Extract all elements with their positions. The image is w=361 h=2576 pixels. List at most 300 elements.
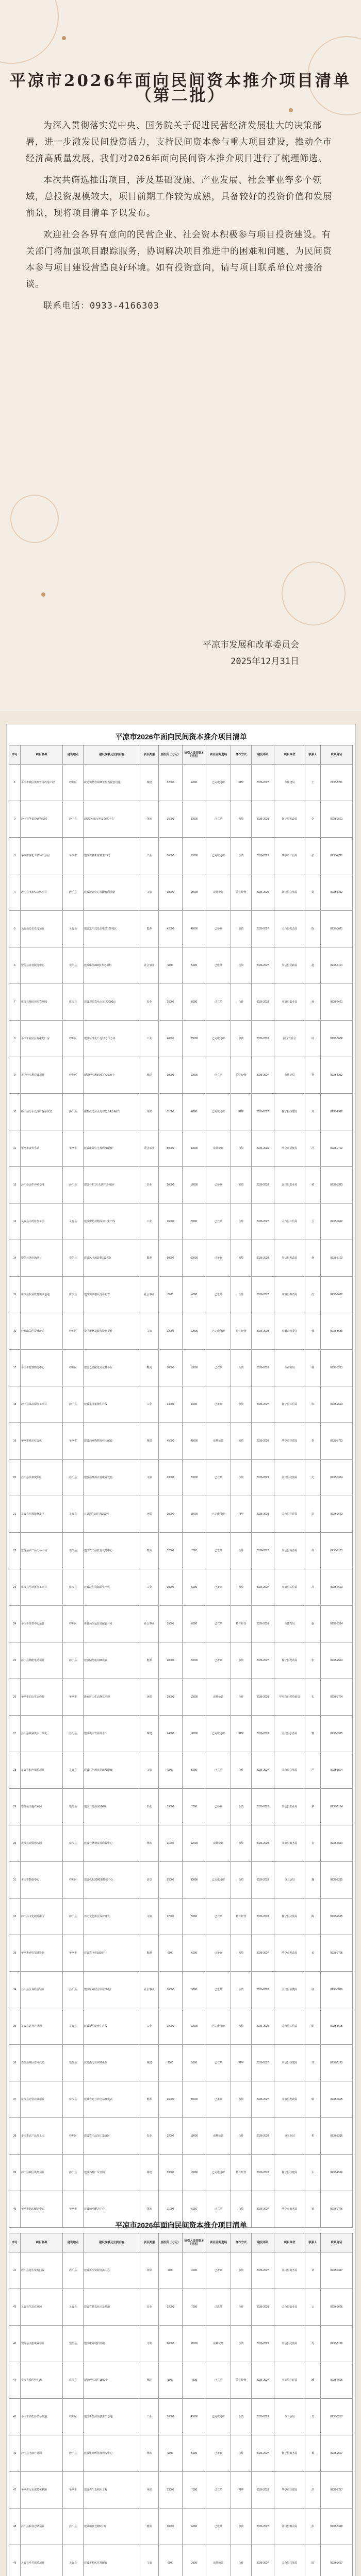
table-cell: 华	[305, 1789, 321, 1825]
table-cell: 50000	[183, 838, 206, 874]
table-cell: 已备案	[206, 2081, 231, 2118]
decorative-dot	[289, 108, 293, 112]
table-cell: 静宁县	[63, 1642, 84, 1679]
table-cell: 泾川县再生资源回收	[21, 2252, 63, 2289]
table-cell: 20000	[183, 1642, 206, 1679]
table-cell: 36	[9, 2045, 21, 2081]
table-cell: 建设新能源装备生产基地	[84, 2399, 140, 2435]
table-cell: 日处理生活垃圾300吨	[84, 1496, 140, 1533]
table-header-cell: 建设规模及主要内容	[84, 745, 140, 765]
table-cell: 2026-2027	[252, 765, 274, 801]
table-cell: 12000	[159, 1533, 183, 1569]
table-cell: 已立项	[206, 2362, 231, 2399]
table-cell: 合资	[231, 1460, 252, 1496]
table-cell: 市工信局	[274, 2399, 305, 2435]
table-cell: 独资	[231, 1167, 252, 1204]
decorative-dot	[41, 592, 45, 597]
table-cell: 合作	[231, 2289, 252, 2326]
table-cell: 6000	[183, 2191, 206, 2228]
table-cell: 2026-2027	[252, 2081, 274, 2118]
table-cell: 45000	[159, 1423, 183, 1460]
table-cell: 环保	[140, 1679, 159, 1716]
table-cell: 历史文化街区保护开发	[84, 1899, 140, 1935]
table-cell: 工业	[140, 1569, 159, 1606]
table-cell: 已选址	[206, 1277, 231, 1313]
table-cell: 18000	[159, 1057, 183, 1094]
table-cell: 灵台县工信局	[274, 2008, 305, 2045]
table-cell: 0933-6624	[321, 1825, 353, 1862]
table-cell: PPP	[231, 765, 252, 801]
table-cell: 3	[9, 838, 21, 874]
table-cell: 独资	[231, 1569, 252, 1606]
table-cell: 37	[9, 2081, 21, 2118]
table-cell: 0933-3624	[321, 1752, 353, 1789]
table-row	[9, 2472, 353, 2509]
table-row	[9, 1825, 353, 1862]
table-cell: 建设充电桩1000个	[84, 1935, 140, 1972]
table-row	[9, 2326, 353, 2362]
table-cell: 农业	[140, 2289, 159, 2326]
table-cell: 姜	[305, 1935, 321, 1972]
table-cell: 2026-2028	[252, 2472, 274, 2509]
table-cell: 2026-2028	[252, 1496, 274, 1533]
table-cell: 柏	[305, 2118, 321, 2155]
table-cell: 邹	[305, 2045, 321, 2081]
table-cell: 0933-6122	[321, 1240, 353, 1277]
table-cell: 灵台县乡村旅游项目	[21, 2545, 63, 2576]
table-cell: 已备案	[206, 911, 231, 947]
table-cell: 特许经营	[231, 1899, 252, 1935]
table-cell: 0933-8211	[321, 765, 353, 801]
table-cell: 静宁县工信局	[274, 1386, 305, 1423]
table-cell: 文旅	[140, 2326, 159, 2362]
table-cell: 合资	[231, 2191, 252, 2228]
table-cell: 已完成可研	[206, 2399, 231, 2435]
table-cell: 吴	[305, 1057, 321, 1094]
table-cell: 华亭市	[63, 1935, 84, 1972]
table-cell: 新建停车场8处泊位3000个	[84, 1057, 140, 1094]
table-cell: 6000	[183, 1569, 206, 1606]
table-cell: 庄浪县教育局	[274, 1277, 305, 1313]
table-cell: 42000	[183, 911, 206, 947]
table-cell: 30000	[183, 1862, 206, 1899]
table-cell: 工业	[140, 2008, 159, 2045]
table-cell: 已选址	[206, 2509, 231, 2545]
table-header-cell: 建设规模及主要内容	[84, 2233, 140, 2252]
table-cell: 庄浪县	[63, 984, 84, 1021]
table-cell: 崇信县城区管网改造	[21, 2045, 63, 2081]
table-cell: 已立项	[206, 1057, 231, 1094]
table-cell: 华亭市康养小镇	[21, 1130, 63, 1167]
table-cell: 0933-3318	[321, 2509, 353, 2545]
table-cell: 华亭市自然资源局	[274, 1679, 305, 1716]
table-cell: 已立项	[206, 2191, 231, 2228]
table-cell: 静宁县	[63, 801, 84, 838]
table-cell: 文旅	[140, 1460, 159, 1496]
table-cell: 静宁县	[63, 1386, 84, 1423]
table-cell: 城建	[140, 1716, 159, 1752]
notice-paragraph: 本次共筛选推出项目，涉及基础设施、产业发展、社会事业等多个领域，总投资规模较大，项目前期工作较为成熟，具备较好的投资价值和发展前景，现将项目清单予以发布。	[26, 175, 332, 218]
table-cell: 华亭市充电基础设施	[21, 1935, 63, 1972]
table-cell: 7000	[183, 2289, 206, 2326]
table-cell: 10	[9, 1094, 21, 1130]
table-header-cell: 项目类型	[140, 745, 159, 765]
table-cell: 静宁县文旅局	[274, 1899, 305, 1935]
table-cell: 35000	[159, 801, 183, 838]
table-cell: 25000	[183, 1021, 206, 1057]
table-cell: 0933-2526	[321, 2155, 353, 2191]
table-header-cell: 建设年限	[252, 2233, 274, 2252]
table-cell: 已立项	[206, 801, 231, 838]
table-cell: 2026-2029	[252, 2118, 274, 2155]
table-cell: 5000	[183, 947, 206, 984]
table-cell: 前期论证	[206, 2545, 231, 2576]
table-cell: 崇信县风电场项目	[21, 1240, 63, 1277]
table-cell: 8000	[159, 1277, 183, 1313]
table-cell: 独资	[231, 1642, 252, 1679]
table-cell: 建设农产品加工集聚区	[84, 2118, 140, 2155]
table-cell: 前期论证	[206, 1825, 231, 1862]
table-cell: 新建停车泊位1500个	[84, 2362, 140, 2399]
table-cell: 华亭市住建局	[274, 1423, 305, 1460]
table-cell: 0933-6625	[321, 2081, 353, 2118]
table-row	[9, 1789, 353, 1825]
table-cell: 崇信县	[63, 947, 84, 984]
table-cell: 11000	[183, 2326, 206, 2362]
table-cell: 19	[9, 1423, 21, 1460]
table-cell: 城建	[140, 1057, 159, 1094]
table-cell: 庄浪县农业局	[274, 984, 305, 1021]
table-cell: 已完成可研	[206, 1496, 231, 1533]
table-cell: 前期论证	[206, 1130, 231, 1167]
table-cell: 泾川县	[63, 1716, 84, 1752]
table-cell: 崇信县养老服务中心	[21, 947, 63, 984]
table-cell: 0933-8212	[321, 1057, 353, 1094]
table-cell: 6000	[159, 1935, 183, 1972]
table-cell: 特许经营	[231, 1606, 252, 1642]
table-cell: 灵台县文旅局	[274, 2545, 305, 2576]
table-cell: 29	[9, 1789, 21, 1825]
table-cell: 30000	[183, 1130, 206, 1167]
table-cell: 6	[9, 947, 21, 984]
notice-paragraph: 为深入贯彻落实党中央、国务院关于促进民营经济发展壮大的决策部署，进一步激发民间投资活力，支持民间资本参与重大项目建设，推动全市经济高质量发展，我们对2026年面向民间资本推介项目进行了梳理筛选。	[26, 121, 332, 164]
table-cell: 2026-2028	[252, 874, 274, 911]
table-row	[9, 1240, 353, 1277]
table-cell: 2026-2027	[252, 1533, 274, 1569]
table-cell: 泾川县商务局	[274, 2252, 305, 2289]
table-cell: 环保	[140, 1094, 159, 1130]
decorative-circle	[10, 495, 59, 543]
table-cell: 建设粮食仓储5万吨	[84, 2509, 140, 2545]
table-cell: 合作	[231, 984, 252, 1021]
table-cell: 平凉市体育中心运营	[21, 1606, 63, 1642]
table-cell: 2026-2028	[252, 2008, 274, 2045]
table-header-cell: 建设地点	[63, 745, 84, 765]
table-cell: 物流	[140, 2509, 159, 2545]
table-cell: 2026-2027	[252, 911, 274, 947]
table-cell: 静宁县储能电站项目	[21, 1642, 63, 1679]
table-cell: 合资	[231, 1350, 252, 1386]
table-cell: 泾川县文旅综合体项目	[21, 874, 63, 911]
table-cell: 独资	[231, 801, 252, 838]
table-cell: 已完成可研	[206, 765, 231, 801]
table-cell: 0933-8217	[321, 2399, 353, 2435]
project-list-sheet	[6, 724, 356, 2576]
table-cell: 50000	[159, 1130, 183, 1167]
table-cell: 已备案	[206, 1642, 231, 1679]
table-row	[9, 2081, 353, 2118]
table-cell: 9000	[183, 1899, 206, 1935]
table-cell: 6000	[183, 2509, 206, 2545]
table-header-cell: 项目名称	[21, 745, 63, 765]
table-cell: 建设机柜3000架数据中心	[84, 1862, 140, 1899]
table-cell: 能源	[140, 2081, 159, 2118]
table-cell: 特许经营	[231, 2155, 252, 2191]
table-cell: 3500	[183, 2545, 206, 2576]
table-cell: 14000	[159, 1386, 183, 1423]
notice-contact: 联系电话：0933-4166303	[43, 301, 159, 311]
table-cell: 陈	[305, 911, 321, 947]
table-cell: 建设农光互补电站50兆瓦	[84, 2081, 140, 2118]
table-cell: 建设标准化厂房10万平方米	[84, 1021, 140, 1057]
table-cell: 15000	[159, 1606, 183, 1642]
table-row	[9, 1642, 353, 1679]
table-header-cell: 建设年限	[252, 745, 274, 765]
table-cell: 已立项	[206, 2045, 231, 2081]
table-cell: 范	[305, 2472, 321, 2509]
table-cell: 崆峒区	[63, 1313, 84, 1350]
table-cell: 0933-3312	[321, 874, 353, 911]
table-cell: 文旅	[140, 1899, 159, 1935]
table-cell: 已选址	[206, 2289, 231, 2326]
table-cell: 华亭市物流配送中心	[21, 2191, 63, 2228]
table-cell: 施	[305, 1606, 321, 1642]
table-cell: 文旅	[140, 1313, 159, 1350]
table-cell: 20000	[183, 1460, 206, 1496]
table-cell: 9000	[159, 1752, 183, 1789]
table-cell: 窦	[305, 2191, 321, 2228]
table-cell: 能源	[140, 1935, 159, 1972]
table-cell: 灵台县住建局	[274, 1496, 305, 1533]
table-cell: 灵台县生态农业园	[21, 2289, 63, 2326]
table-cell: 特许经营	[231, 1057, 252, 1094]
table-row	[9, 838, 353, 874]
table-cell: 庄浪县发改局	[274, 2081, 305, 2118]
table-cell: 12000	[159, 765, 183, 801]
table-row	[9, 801, 353, 838]
table-cell: 崇信县文旅局	[274, 2326, 305, 2362]
table-cell: 已立项	[206, 2472, 231, 2509]
table-cell: 0933-6626	[321, 2362, 353, 2399]
table-cell: 7000	[183, 1789, 206, 1825]
table-header-cell: 拟引入民间资本（万元）	[183, 2233, 206, 2252]
table-cell: 庄浪县职业教育实训基地	[21, 1277, 63, 1313]
table-cell: 静宁县电商产业园	[21, 2435, 63, 2472]
table-cell: 10000	[183, 1679, 206, 1716]
table-cell: 庄浪县	[63, 1277, 84, 1313]
table-cell: 47	[9, 2472, 21, 2509]
table-cell: 改造雨污管网20公里	[84, 2045, 140, 2081]
table-cell: 华亭市工信局	[274, 838, 305, 874]
table-cell: 崆峒区	[63, 2118, 84, 2155]
table-cell: 泾川县	[63, 1972, 84, 2008]
table-cell: 18000	[183, 1350, 206, 1386]
table-cell: 静宁县污水处理厂提标改造	[21, 1094, 63, 1130]
table-cell: 市工信局	[274, 1862, 305, 1899]
table-cell: 4000	[183, 1277, 206, 1313]
table-cell: PPP	[231, 1716, 252, 1752]
table-cell: 城建	[140, 765, 159, 801]
table-cell: 前期论证	[206, 2118, 231, 2155]
table-cell: 孙	[305, 984, 321, 1021]
table-cell: 农业	[140, 984, 159, 1021]
table-cell: 30	[9, 1825, 21, 1862]
table-cell: 9500	[159, 2045, 183, 2081]
table-cell: 建设康养住宅及医疗配套	[84, 1130, 140, 1167]
table-cell: 云	[305, 2289, 321, 2326]
table-cell: 0933-3621	[321, 911, 353, 947]
table-cell: 18	[9, 1386, 21, 1423]
table-cell: 11000	[159, 1094, 183, 1130]
table-cell: 景区道路及服务设施提升	[84, 1313, 140, 1350]
table-cell: 0933-3626	[321, 2289, 353, 2326]
table-cell: 前期论证	[206, 2326, 231, 2362]
table-cell: 庄浪县城区停车场	[21, 2362, 63, 2399]
notice-title: 平凉市2026年面向民间资本推介项目清单	[9, 71, 352, 90]
table-cell: 庄浪县工信局	[274, 1569, 305, 1606]
table-cell: 2026-2028	[252, 2155, 274, 2191]
table-cell: 平凉市城区供热管网改造工程	[21, 765, 63, 801]
table-cell: 2026-2029	[252, 1862, 274, 1899]
table-cell: 泾川县粮食仓储项目	[21, 2509, 63, 2545]
table-cell: 崇信县商务局	[274, 1533, 305, 1569]
table-cell: 建设电商孵化及物流中心	[84, 2435, 140, 2472]
table-header-cell: 项目单位	[274, 745, 305, 765]
table-cell: 38	[9, 2118, 21, 2155]
table-cell: 庄浪县商贸物流园	[21, 1825, 63, 1862]
table-cell: 许	[305, 1496, 321, 1533]
table-cell: 15000	[183, 1496, 206, 1533]
table-cell: 市农业局	[274, 2118, 305, 2155]
table-cell: 6000	[183, 1935, 206, 1972]
table-header-cell: 联系电话	[321, 2233, 353, 2252]
table-cell: 建设储能电站50兆瓦	[84, 1642, 140, 1679]
table-cell: 静宁县发改局	[274, 1642, 305, 1679]
table-cell: 城建	[140, 2045, 159, 2081]
table-cell: 社会事业	[140, 1972, 159, 2008]
table-cell: 庄浪县梯田观光农业园	[21, 984, 63, 1021]
table-cell: 泾川县	[63, 1460, 84, 1496]
table-header-row	[9, 2233, 353, 2252]
table-cell: 崇信县住建局	[274, 2045, 305, 2081]
table-cell: 文旅	[140, 874, 159, 911]
table-row	[9, 1021, 353, 1057]
table-cell: 崇信县	[63, 2045, 84, 2081]
table-cell: 0933-7726	[321, 2191, 353, 2228]
table-cell: 平凉市新能源装备制造	[21, 2399, 63, 2435]
table-cell: 16000	[159, 1972, 183, 2008]
table-cell: 2026-2027	[252, 1752, 274, 1789]
table-cell: 建设新型建材生产线	[84, 2008, 140, 2045]
table-cell: 2026-2028	[252, 1313, 274, 1350]
table-cell: 0933-7725	[321, 1935, 353, 1972]
table-cell: 卫	[305, 1204, 321, 1240]
table-cell: 奚	[305, 2435, 321, 2472]
table-cell: 褚	[305, 1167, 321, 1204]
table-cell: 城建	[140, 2362, 159, 2399]
table-cell: 环保	[140, 2472, 159, 2509]
table-cell: 建设城乡配送中心	[84, 2191, 140, 2228]
table-cell: 合资	[231, 1972, 252, 2008]
table-cell: 华亭市	[63, 2191, 84, 2228]
table-cell: 泾川县文旅局	[274, 1460, 305, 1496]
table-cell: 10000	[183, 2155, 206, 2191]
table-cell: 灵台县	[63, 2008, 84, 2045]
table-cell: 已备案	[206, 1167, 231, 1204]
table-cell: 8000	[183, 1386, 206, 1423]
sheet-title: 平凉市2026年面向民间资本推介项目清单	[115, 733, 247, 741]
table-row	[9, 1094, 353, 1130]
table-cell: 13	[9, 1204, 21, 1240]
table-header-cell: 合作方式	[231, 745, 252, 765]
table-cell: 2026-2028	[252, 1167, 274, 1204]
table-row	[9, 2008, 353, 2045]
table-cell: 10000	[159, 2509, 183, 2545]
table-cell: 28	[9, 1752, 21, 1789]
table-row	[9, 911, 353, 947]
table-cell: 废弃矿山生态修复治理	[84, 1679, 140, 1716]
table-row	[9, 947, 353, 984]
table-cell: 32000	[159, 2118, 183, 2155]
table-cell: 8	[9, 1021, 21, 1057]
table-cell: 10000	[183, 1057, 206, 1094]
table-cell: 44	[9, 2362, 21, 2399]
table-cell: 60000	[159, 1240, 183, 1277]
table-cell: 庄浪县商务局	[274, 1825, 305, 1862]
table-cell: 2026-2028	[252, 1899, 274, 1935]
table-cell: 0933-6126	[321, 2326, 353, 2362]
table-cell: 谢	[305, 2008, 321, 2045]
table-cell: 崆峒区	[63, 1350, 84, 1386]
table-cell: 张	[305, 1642, 321, 1679]
table-cell: 2026-2027	[252, 2545, 274, 2576]
table-cell: 市体育局	[274, 1606, 305, 1642]
table-cell: 建设红色教育基地及配套	[84, 1752, 140, 1789]
table-cell: 环保	[140, 2252, 159, 2289]
table-cell: 泾川县农业局	[274, 1167, 305, 1204]
table-cell: 孔	[305, 1679, 321, 1716]
table-row	[9, 1460, 353, 1496]
table-cell: 合资	[231, 947, 252, 984]
table-cell: 40	[9, 2191, 21, 2228]
table-cell: 42000	[159, 911, 183, 947]
notice-section	[0, 0, 361, 711]
table-cell: 0933-3623	[321, 1496, 353, 1533]
table-cell: 26000	[159, 2081, 183, 2118]
table-cell: 新建冷库5万吨及分拣中心	[84, 801, 140, 838]
table-cell: 华亭市发改局	[274, 1935, 305, 1972]
table-cell: 崇信县	[63, 1240, 84, 1277]
table-cell: 韩	[305, 1313, 321, 1350]
table-cell: 体育场馆运营及配套开发	[84, 1606, 140, 1642]
table-cell: 45	[9, 2399, 21, 2435]
table-cell: 19000	[159, 2155, 183, 2191]
table-cell: 40000	[183, 2399, 206, 2435]
table-row	[9, 765, 353, 801]
table-cell: 独资	[231, 1240, 252, 1277]
table-cell: 已备案	[206, 1789, 231, 1825]
table-cell: 2026-2029	[252, 1460, 274, 1496]
